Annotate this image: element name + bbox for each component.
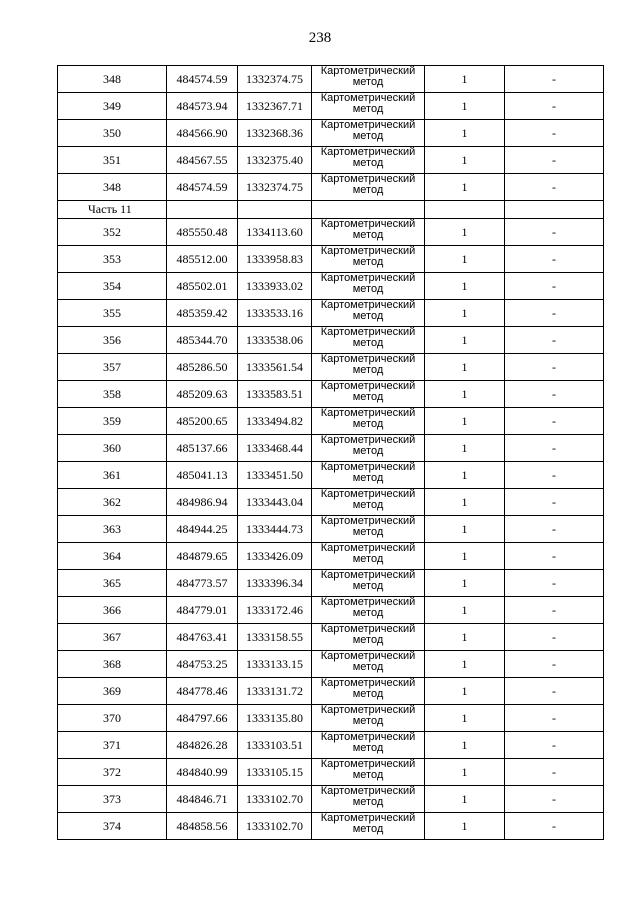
method-line-2: метод [352,688,384,700]
dash-cell: - [505,759,604,786]
table-row [58,327,604,354]
accuracy-cell: 1 [425,570,505,597]
table-row [58,651,604,678]
y-coordinate-cell: 1333533.16 [238,300,312,327]
point-number-cell: 355 [58,300,167,327]
method-text [312,93,424,115]
method-line-2: метод [352,418,384,430]
method-cell [312,570,425,597]
method-text [312,219,424,241]
method-cell [312,381,425,408]
point-number-cell: 360 [58,435,167,462]
table-row [58,786,604,813]
method-line-1: Картометрический [320,92,416,104]
method-text [312,813,424,835]
point-number-cell: 348 [58,174,167,201]
dash-cell: - [505,516,604,543]
accuracy-cell: 1 [425,66,505,93]
table-row [58,813,604,840]
part-label: Часть 11 [58,201,167,219]
accuracy-cell: 1 [425,759,505,786]
method-line-1: Картометрический [320,434,416,446]
method-cell [312,597,425,624]
method-text [312,489,424,511]
method-text [312,381,424,403]
x-coordinate-cell: 484763.41 [167,624,238,651]
method-cell [312,354,425,381]
method-line-1: Картометрический [320,758,416,770]
dash-cell: - [505,489,604,516]
y-coordinate-cell: 1333933.02 [238,273,312,300]
point-number-cell: 356 [58,327,167,354]
dash-cell: - [505,120,604,147]
table-row [58,300,604,327]
accuracy-cell: 1 [425,678,505,705]
method-cell [312,651,425,678]
y-coordinate-cell: 1333494.82 [238,408,312,435]
x-coordinate-cell: 485359.42 [167,300,238,327]
y-coordinate-cell: 1333451.50 [238,462,312,489]
method-line-2: метод [352,661,384,673]
method-text [312,174,424,196]
y-coordinate-cell: 1333133.15 [238,651,312,678]
method-line-2: метод [352,283,384,295]
method-line-1: Картометрический [320,623,416,635]
y-coordinate-cell: 1332374.75 [238,174,312,201]
point-number-cell: 361 [58,462,167,489]
method-line-1: Картометрический [320,677,416,689]
method-line-1: Картометрический [320,65,416,77]
y-coordinate-cell: 1332367.71 [238,93,312,120]
method-line-1: Картометрический [320,569,416,581]
table-row [58,570,604,597]
y-coordinate-cell: 1332375.40 [238,147,312,174]
method-cell [312,786,425,813]
x-coordinate-cell: 485137.66 [167,435,238,462]
y-coordinate-cell: 1333131.72 [238,678,312,705]
method-text [312,435,424,457]
method-line-1: Картометрический [320,407,416,419]
x-coordinate-cell: 485550.48 [167,219,238,246]
method-line-2: метод [352,391,384,403]
method-line-2: метод [352,472,384,484]
y-coordinate-cell: 1333583.51 [238,381,312,408]
method-line-2: метод [352,103,384,115]
x-coordinate-cell: 484574.59 [167,174,238,201]
method-line-2: метод [352,823,384,835]
accuracy-cell: 1 [425,174,505,201]
method-line-1: Картометрический [320,650,416,662]
x-coordinate-cell: 485512.00 [167,246,238,273]
method-line-2: метод [352,184,384,196]
dash-cell: - [505,66,604,93]
dash-cell: - [505,219,604,246]
x-coordinate-cell: 485041.13 [167,462,238,489]
dash-cell: - [505,327,604,354]
table-row [58,273,604,300]
x-coordinate-cell: 484986.94 [167,489,238,516]
method-line-1: Картометрический [320,272,416,284]
method-cell [312,759,425,786]
x-coordinate-cell: 484846.71 [167,786,238,813]
point-number-cell: 369 [58,678,167,705]
table-row [58,219,604,246]
x-coordinate-cell: 484574.59 [167,66,238,93]
dash-cell: - [505,732,604,759]
table-row [58,435,604,462]
dash-cell: - [505,246,604,273]
method-line-1: Картометрический [320,119,416,131]
method-line-2: метод [352,715,384,727]
method-text [312,597,424,619]
dash-cell: - [505,705,604,732]
method-cell [312,732,425,759]
table-row [58,408,604,435]
method-text [312,759,424,781]
y-coordinate-cell: 1333102.70 [238,786,312,813]
x-coordinate-cell: 485209.63 [167,381,238,408]
method-line-2: метод [352,157,384,169]
x-coordinate-cell: 484879.65 [167,543,238,570]
point-number-cell: 373 [58,786,167,813]
y-coordinate-cell: 1333561.54 [238,354,312,381]
point-number-cell: 353 [58,246,167,273]
x-coordinate-cell: 484944.25 [167,516,238,543]
x-coordinate-cell: 484773.57 [167,570,238,597]
method-cell [312,273,425,300]
method-cell [312,678,425,705]
table-body-part-header [58,201,604,219]
method-text [312,462,424,484]
table-row [58,516,604,543]
method-line-1: Картометрический [320,731,416,743]
x-coordinate-cell: 484567.55 [167,147,238,174]
page-number: 238 [308,30,332,46]
point-number-cell: 349 [58,93,167,120]
accuracy-cell: 1 [425,624,505,651]
accuracy-cell: 1 [425,543,505,570]
dash-cell: - [505,570,604,597]
table-row [58,489,604,516]
dash-cell: - [505,408,604,435]
method-line-1: Картометрический [320,704,416,716]
table-row [58,246,604,273]
table-row [58,462,604,489]
method-cell [312,408,425,435]
point-number-cell: 352 [58,219,167,246]
accuracy-cell: 1 [425,327,505,354]
x-coordinate-cell: 484566.90 [167,120,238,147]
method-text [312,570,424,592]
y-coordinate-cell: 1333958.83 [238,246,312,273]
empty-cell [167,201,238,219]
method-line-2: метод [352,580,384,592]
accuracy-cell: 1 [425,435,505,462]
accuracy-cell: 1 [425,597,505,624]
method-cell [312,147,425,174]
table-row [58,705,604,732]
method-line-1: Картометрический [320,461,416,473]
method-cell [312,327,425,354]
method-line-2: метод [352,364,384,376]
accuracy-cell: 1 [425,516,505,543]
point-number-cell: 364 [58,543,167,570]
dash-cell: - [505,435,604,462]
method-line-2: метод [352,310,384,322]
part-header-row [58,201,604,219]
table-row [58,354,604,381]
table-row [58,678,604,705]
y-coordinate-cell: 1333135.80 [238,705,312,732]
method-line-1: Картометрический [320,542,416,554]
method-cell [312,93,425,120]
method-line-2: метод [352,229,384,241]
x-coordinate-cell: 484797.66 [167,705,238,732]
method-text [312,147,424,169]
y-coordinate-cell: 1333468.44 [238,435,312,462]
method-text [312,624,424,646]
method-text [312,327,424,349]
accuracy-cell: 1 [425,462,505,489]
dash-cell: - [505,651,604,678]
method-line-1: Картометрический [320,353,416,365]
method-line-2: метод [352,553,384,565]
method-text [312,516,424,538]
method-line-2: метод [352,796,384,808]
point-number-cell: 372 [58,759,167,786]
method-text [312,354,424,376]
point-number-cell: 368 [58,651,167,678]
table-body-part-b [58,219,604,840]
accuracy-cell: 1 [425,246,505,273]
y-coordinate-cell: 1333396.34 [238,570,312,597]
method-text [312,273,424,295]
method-cell [312,489,425,516]
method-text [312,120,424,142]
y-coordinate-cell: 1332368.36 [238,120,312,147]
method-cell [312,300,425,327]
y-coordinate-cell: 1333443.04 [238,489,312,516]
method-line-2: метод [352,499,384,511]
accuracy-cell: 1 [425,354,505,381]
x-coordinate-cell: 484753.25 [167,651,238,678]
accuracy-cell: 1 [425,381,505,408]
x-coordinate-cell: 484858.56 [167,813,238,840]
accuracy-cell: 1 [425,813,505,840]
x-coordinate-cell: 484778.46 [167,678,238,705]
table-row [58,93,604,120]
coordinates-table [57,65,604,840]
method-line-2: метод [352,76,384,88]
point-number-cell: 374 [58,813,167,840]
point-number-cell: 354 [58,273,167,300]
dash-cell: - [505,624,604,651]
point-number-cell: 358 [58,381,167,408]
dash-cell: - [505,786,604,813]
y-coordinate-cell: 1333102.70 [238,813,312,840]
y-coordinate-cell: 1333105.15 [238,759,312,786]
method-line-1: Картометрический [320,515,416,527]
dash-cell: - [505,462,604,489]
accuracy-cell: 1 [425,732,505,759]
y-coordinate-cell: 1333538.06 [238,327,312,354]
method-line-1: Картометрический [320,488,416,500]
method-line-2: метод [352,607,384,619]
method-text [312,246,424,268]
table-row [58,381,604,408]
method-line-2: метод [352,526,384,538]
method-cell [312,120,425,147]
method-line-1: Картометрический [320,218,416,230]
table-row [58,543,604,570]
method-line-2: метод [352,634,384,646]
point-number-cell: 357 [58,354,167,381]
x-coordinate-cell: 485286.50 [167,354,238,381]
x-coordinate-cell: 485344.70 [167,327,238,354]
table-row [58,120,604,147]
y-coordinate-cell: 1333158.55 [238,624,312,651]
table-row [58,732,604,759]
method-text [312,543,424,565]
point-number-cell: 366 [58,597,167,624]
method-line-1: Картометрический [320,812,416,824]
accuracy-cell: 1 [425,93,505,120]
dash-cell: - [505,174,604,201]
empty-cell [238,201,312,219]
method-text [312,408,424,430]
point-number-cell: 350 [58,120,167,147]
y-coordinate-cell: 1333426.09 [238,543,312,570]
point-number-cell: 362 [58,489,167,516]
method-cell [312,705,425,732]
method-text [312,300,424,322]
accuracy-cell: 1 [425,300,505,327]
table-row [58,66,604,93]
y-coordinate-cell: 1333444.73 [238,516,312,543]
table-body-part-a [58,66,604,201]
method-line-2: метод [352,769,384,781]
method-cell [312,246,425,273]
method-text [312,651,424,673]
method-line-1: Картометрический [320,785,416,797]
method-text [312,705,424,727]
dash-cell: - [505,597,604,624]
dash-cell: - [505,354,604,381]
table-row [58,624,604,651]
method-cell [312,813,425,840]
method-cell [312,219,425,246]
method-line-1: Картометрический [320,380,416,392]
point-number-cell: 363 [58,516,167,543]
method-cell [312,516,425,543]
accuracy-cell: 1 [425,120,505,147]
point-number-cell: 367 [58,624,167,651]
point-number-cell: 351 [58,147,167,174]
method-line-2: метод [352,445,384,457]
method-cell [312,66,425,93]
method-text [312,66,424,88]
x-coordinate-cell: 484573.94 [167,93,238,120]
y-coordinate-cell: 1333172.46 [238,597,312,624]
accuracy-cell: 1 [425,786,505,813]
point-number-cell: 370 [58,705,167,732]
method-line-1: Картометрический [320,299,416,311]
method-line-1: Картометрический [320,245,416,257]
point-number-cell: 359 [58,408,167,435]
x-coordinate-cell: 484826.28 [167,732,238,759]
method-cell [312,543,425,570]
dash-cell: - [505,273,604,300]
y-coordinate-cell: 1332374.75 [238,66,312,93]
table-row [58,597,604,624]
accuracy-cell: 1 [425,219,505,246]
x-coordinate-cell: 485200.65 [167,408,238,435]
table-row [58,174,604,201]
method-line-2: метод [352,130,384,142]
method-line-1: Картометрический [320,596,416,608]
method-cell [312,174,425,201]
accuracy-cell: 1 [425,147,505,174]
dash-cell: - [505,147,604,174]
empty-cell [312,201,425,219]
accuracy-cell: 1 [425,705,505,732]
method-text [312,786,424,808]
method-line-1: Картометрический [320,326,416,338]
empty-cell [425,201,505,219]
dash-cell: - [505,813,604,840]
dash-cell: - [505,93,604,120]
point-number-cell: 348 [58,66,167,93]
dash-cell: - [505,543,604,570]
empty-cell [505,201,604,219]
y-coordinate-cell: 1333103.51 [238,732,312,759]
method-line-2: метод [352,742,384,754]
y-coordinate-cell: 1334113.60 [238,219,312,246]
x-coordinate-cell: 484779.01 [167,597,238,624]
method-cell [312,462,425,489]
accuracy-cell: 1 [425,408,505,435]
method-line-2: метод [352,256,384,268]
method-line-1: Картометрический [320,146,416,158]
point-number-cell: 365 [58,570,167,597]
accuracy-cell: 1 [425,651,505,678]
method-line-1: Картометрический [320,173,416,185]
method-cell [312,624,425,651]
method-cell [312,435,425,462]
method-line-2: метод [352,337,384,349]
table-row [58,759,604,786]
dash-cell: - [505,678,604,705]
accuracy-cell: 1 [425,273,505,300]
method-text [312,678,424,700]
x-coordinate-cell: 485502.01 [167,273,238,300]
accuracy-cell: 1 [425,489,505,516]
dash-cell: - [505,381,604,408]
dash-cell: - [505,300,604,327]
method-text [312,732,424,754]
x-coordinate-cell: 484840.99 [167,759,238,786]
point-number-cell: 371 [58,732,167,759]
table-row [58,147,604,174]
